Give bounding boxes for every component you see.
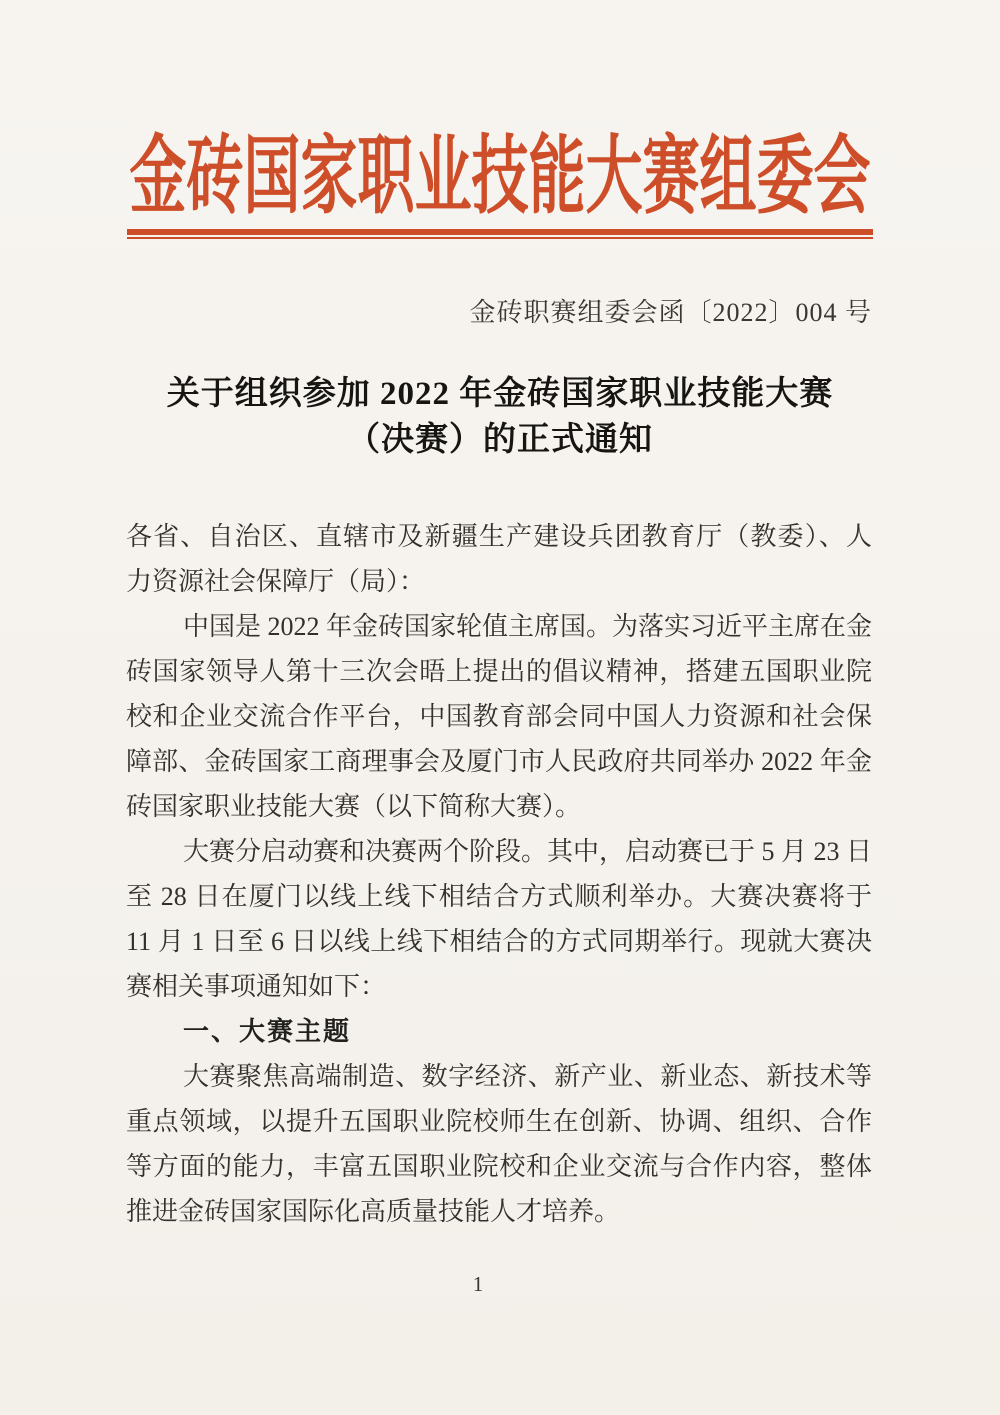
doc-number: 金砖职赛组委会函〔2022〕004 号 — [469, 298, 872, 327]
body-line-para2-1: 大赛分启动赛和决赛两个阶段。其中，启动赛已于 5 月 23 日 — [183, 837, 872, 866]
body-line-para1-4: 障部、金砖国家工商理事会及厦门市人民政府共同举办 2022 年金 — [126, 747, 872, 776]
body-line-para2-3: 11 月 1 日至 6 日以线上线下相结合的方式同期举行。现就大赛决 — [126, 927, 872, 956]
notice-body — [126, 514, 872, 1234]
notice-title-line-2: （决赛）的正式通知 — [347, 422, 653, 458]
body-line-para3-3: 等方面的能力，丰富五国职业院校和企业交流与合作内容，整体 — [126, 1152, 872, 1181]
body-line-para1-2: 砖国家领导人第十三次会晤上提出的倡议精神，搭建五国职业院 — [126, 657, 872, 686]
body-line-salutation-2: 力资源社会保障厅（局）： — [126, 567, 426, 596]
section-heading-1: 一、大赛主题 — [183, 1016, 352, 1046]
page-number: 1 — [472, 1272, 484, 1296]
header-separator — [127, 229, 873, 239]
body-line-salutation-1: 各省、自治区、直辖市及新疆生产建设兵团教育厅（教委）、人 — [126, 522, 872, 551]
body-line-para2-2: 至 28 日在厦门以线上线下相结合方式顺利举办。大赛决赛将于 — [126, 882, 872, 911]
body-line-para1-5: 砖国家职业技能大赛（以下简称大赛）。 — [126, 792, 582, 821]
body-line-para1-1: 中国是 2022 年金砖国家轮值主席国。为落实习近平主席在金 — [183, 612, 872, 641]
notice-title-line-1: 关于组织参加 2022 年金砖国家职业技能大赛 — [166, 376, 834, 412]
body-line-para3-2: 重点领域，以提升五国职业院校师生在创新、协调、组织、合作 — [126, 1107, 872, 1136]
body-line-para3-4: 推进金砖国家国际化高质量技能人才培养。 — [126, 1197, 621, 1226]
org-name-header: 金砖国家职业技能大赛组委会 — [129, 130, 871, 225]
notice-title — [0, 371, 1000, 463]
body-line-para3-1: 大赛聚焦高端制造、数字经济、新产业、新业态、新技术等 — [183, 1062, 872, 1091]
body-line-para2-4: 赛相关事项通知如下： — [126, 972, 387, 1001]
body-line-para1-3: 校和企业交流合作平台，中国教育部会同中国人力资源和社会保 — [126, 702, 872, 731]
